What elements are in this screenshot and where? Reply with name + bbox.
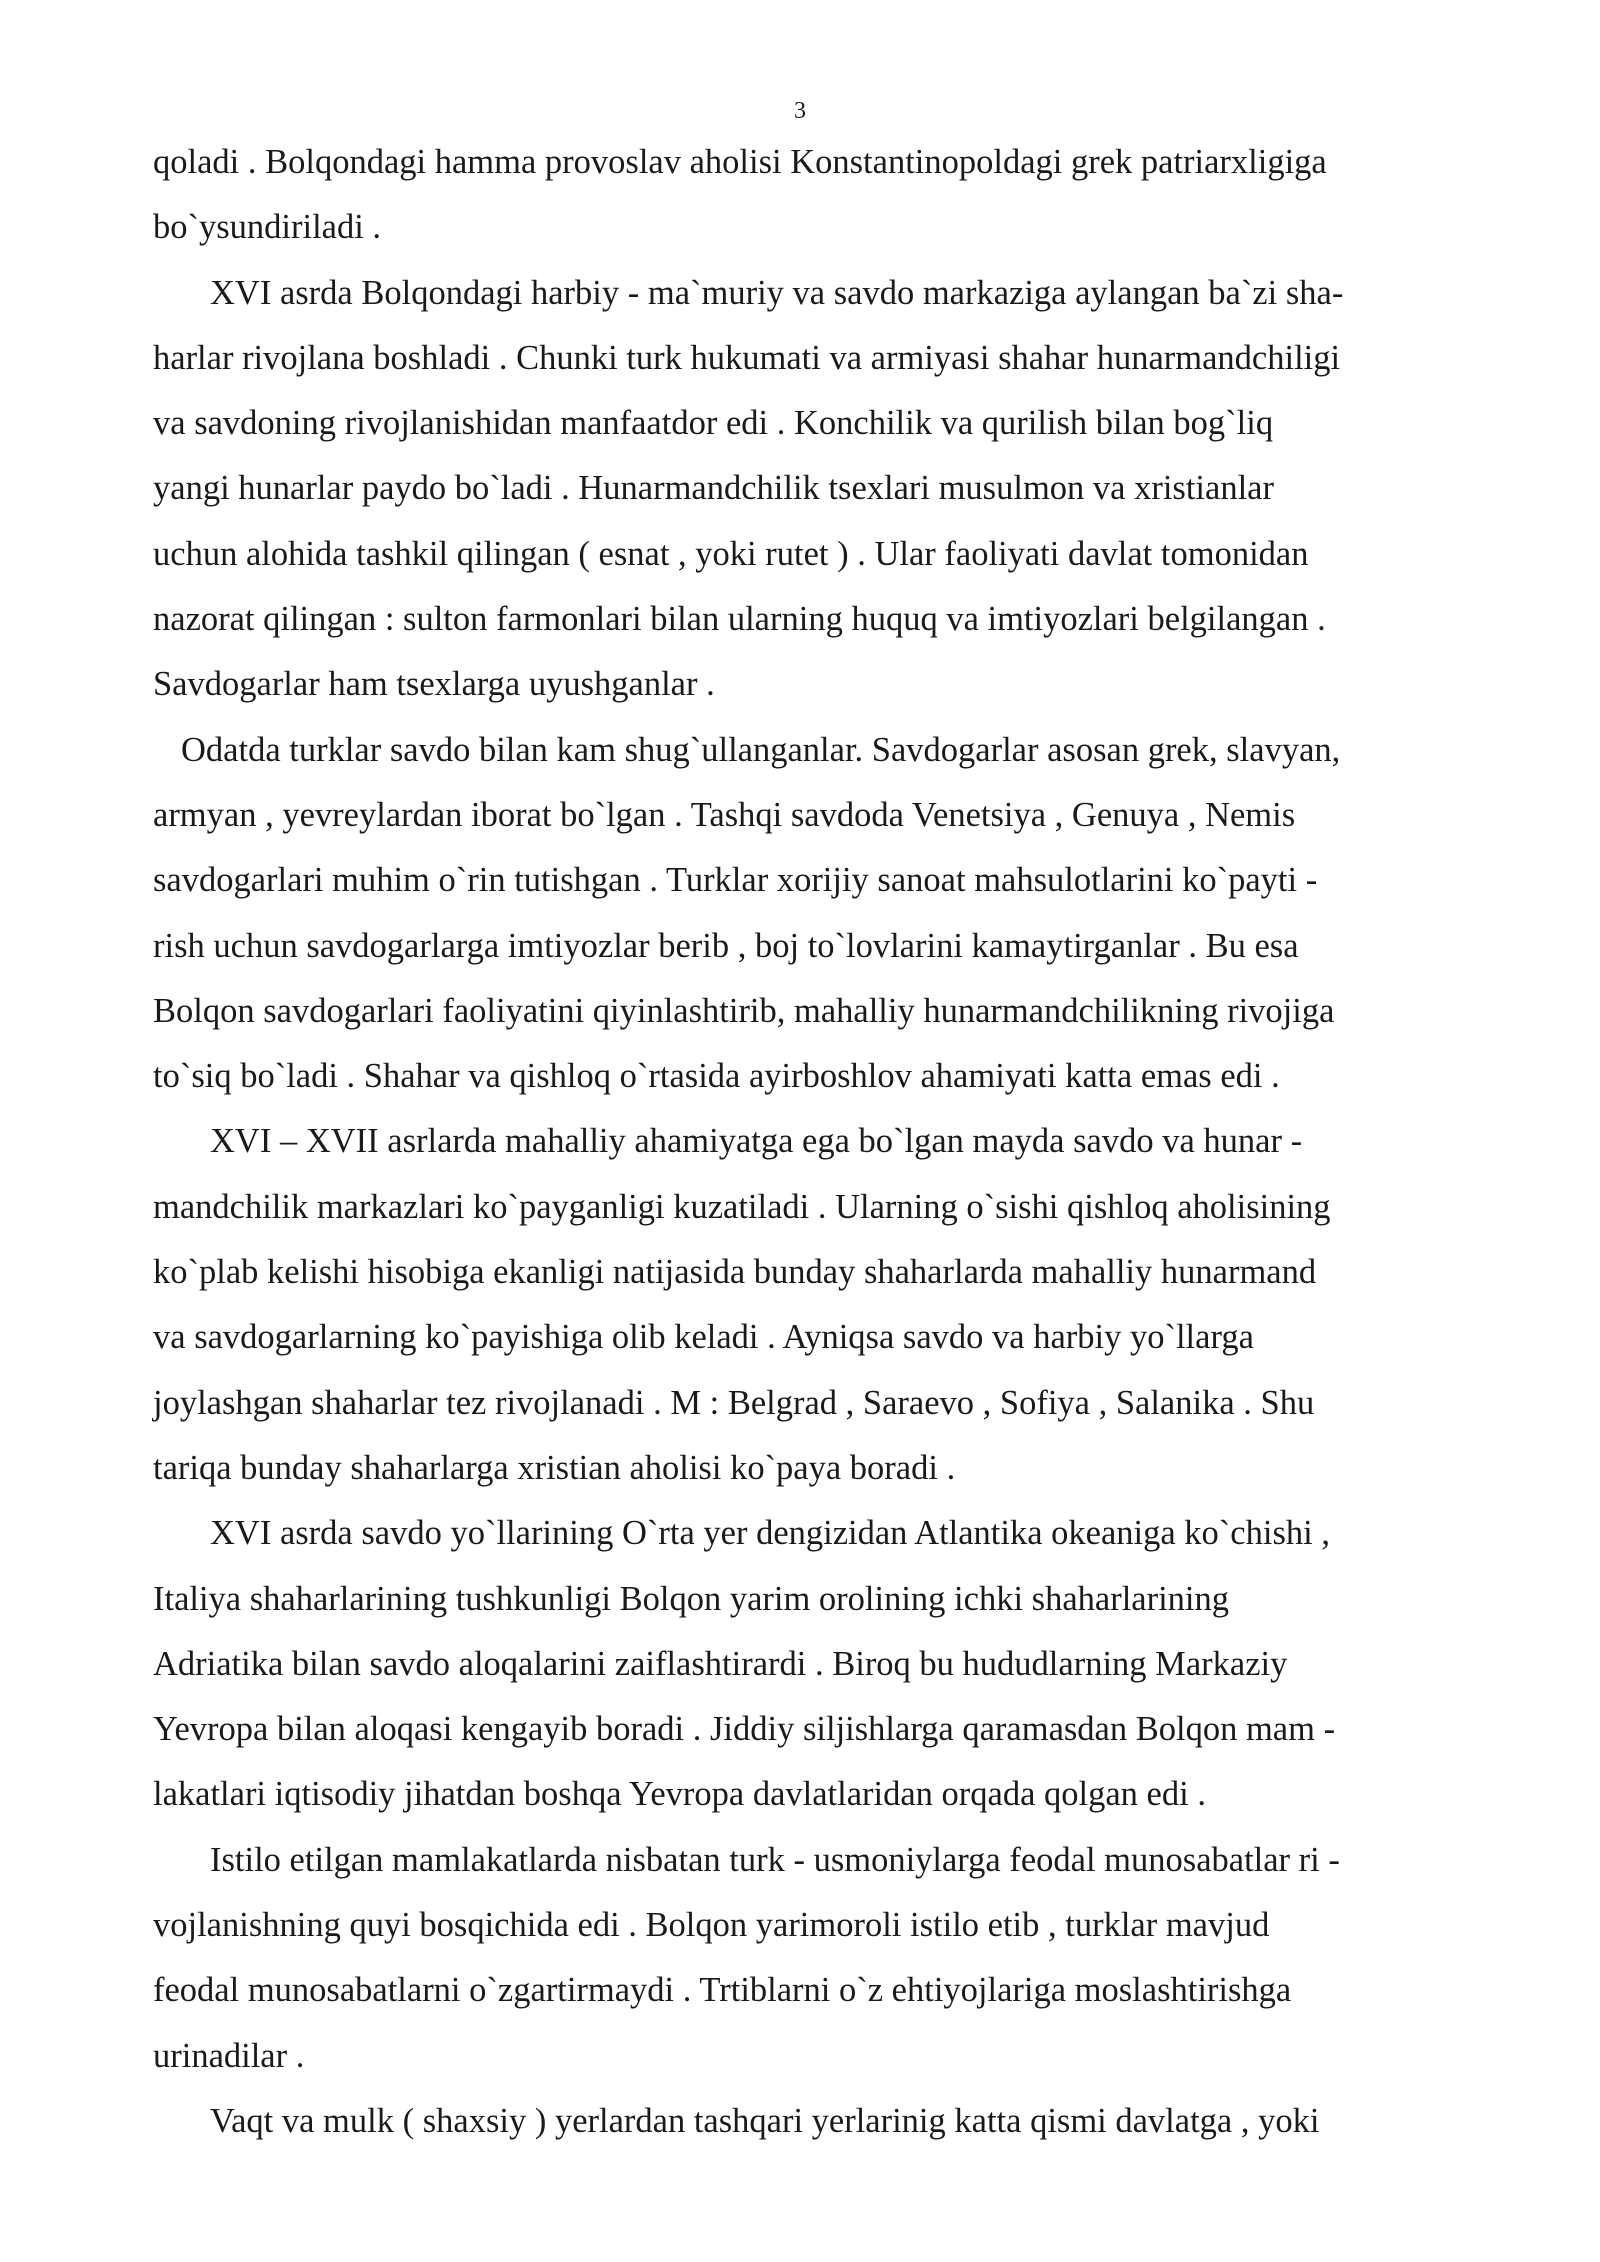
document-body: [153, 130, 1453, 2154]
text-line: vojlanishning quyi bosqichida edi . Bolqon yarimoroli istilo etib , turklar mavjud: [153, 1906, 1270, 1945]
text-line: va savdoning rivojlanishidan manfaatdor edi . Konchilik va qurilish bilan bog`liq: [153, 404, 1274, 443]
text-line: nazorat qilingan : sulton farmonlari bilan ularning huquq va imtiyozlari belgilangan .: [153, 600, 1326, 639]
text-line: Adriatika bilan savdo aloqalarini zaiflashtirardi . Biroq bu hududlarning Markaziy: [153, 1644, 1288, 1683]
text-line: ko`plab kelishi hisobiga ekanligi natijasida bunday shaharlarda mahalliy hunarmand: [153, 1253, 1317, 1292]
text-line: joylashgan shaharlar tez rivojlanadi . M : Belgrad , Saraevo , Sofiya , Salanika . Shu: [153, 1383, 1315, 1422]
text-line: savdogarlari muhim o`rin tutishgan . Turklar xorijiy sanoat mahsulotlarini ko`payti -: [153, 861, 1318, 900]
text-line: XVI asrda Bolqondagi harbiy - ma`muriy va savdo markaziga aylangan ba`zi sha-: [210, 273, 1344, 312]
text-line: rish uchun savdogarlarga imtiyozlar berib , boj to`lovlarini kamaytirganlar . Bu esa: [153, 926, 1299, 965]
text-line: XVI asrda savdo yo`llarining O`rta yer dengizidan Atlantika okeaniga ko`chishi ,: [210, 1514, 1330, 1553]
text-line: Odatda turklar savdo bilan kam shug`ullanganlar. Savdogarlar asosan grek, slavyan,: [181, 730, 1341, 769]
paragraph: [153, 1828, 1453, 2089]
paragraph: [153, 1109, 1453, 1501]
page-number: 3: [794, 98, 806, 124]
text-line: feodal munosabatlarni o`zgartirmaydi . Trtiblarni o`z ehtiyojlariga moslashtirishga: [153, 1971, 1292, 2010]
text-line: yangi hunarlar paydo bo`ladi . Hunarmandchilik tsexlari musulmon va xristianlar: [153, 469, 1274, 508]
paragraph: [153, 261, 1453, 718]
text-line: harlar rivojlana boshladi . Chunki turk hukumati va armiyasi shahar hunarmandchiligi: [153, 338, 1341, 377]
text-line: lakatlari iqtisodiy jihatdan boshqa Yevropa davlatlaridan orqada qolgan edi .: [153, 1775, 1206, 1814]
text-line: Istilo etilgan mamlakatlarda nisbatan turk - usmoniylarga feodal munosabatlar ri -: [210, 1840, 1340, 1879]
text-line: urinadilar .: [153, 2036, 305, 2075]
text-line: Savdogarlar ham tsexlarga uyushganlar .: [153, 665, 715, 704]
text-line: to`siq bo`ladi . Shahar va qishloq o`rtasida ayirboshlov ahamiyati katta emas edi .: [153, 1057, 1280, 1096]
text-line: Bolqon savdogarlari faoliyatini qiyinlashtirib, mahalliy hunarmandchilikning rivojiga: [153, 991, 1335, 1030]
paragraph: [153, 1501, 1453, 1827]
paragraph: [153, 2089, 1453, 2154]
text-line: armyan , yevreylardan iborat bo`lgan . Tashqi savdoda Venetsiya , Genuya , Nemis: [153, 795, 1296, 834]
paragraph: [153, 718, 1453, 1110]
text-line: Yevropa bilan aloqasi kengayib boradi . Jiddiy siljishlarga qaramasdan Bolqon mam -: [153, 1710, 1336, 1749]
text-line: tariqa bunday shaharlarga xristian aholisi ko`paya boradi .: [153, 1448, 956, 1487]
text-line: Italiya shaharlarining tushkunligi Bolqon yarim orolining ichki shaharlarining: [153, 1579, 1230, 1618]
text-line: bo`ysundiriladi .: [153, 208, 382, 247]
text-line: uchun alohida tashkil qilingan ( esnat , yoki rutet ) . Ular faoliyati davlat tomonidan: [153, 534, 1309, 573]
text-line: XVI – XVII asrlarda mahalliy ahamiyatga ega bo`lgan mayda savdo va hunar -: [210, 1122, 1303, 1161]
text-line: qoladi . Bolqondagi hamma provoslav aholisi Konstantinopoldagi grek patriarxligiga: [153, 143, 1327, 181]
text-line: Vaqt va mulk ( shaxsiy ) yerlardan tashqari yerlarinig katta qismi davlatga , yoki: [210, 2101, 1320, 2140]
text-line: va savdogarlarning ko`payishiga olib keladi . Ayniqsa savdo va harbiy yo`llarga: [153, 1318, 1254, 1357]
paragraph: [153, 130, 1453, 261]
text-line: mandchilik markazlari ko`payganligi kuzatiladi . Ularning o`sishi qishloq aholisining: [153, 1187, 1331, 1226]
